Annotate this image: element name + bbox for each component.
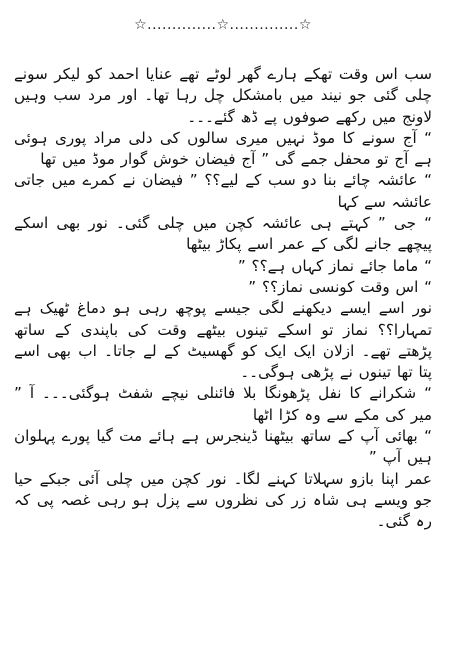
story-text [14, 64, 432, 533]
paragraph: “ جی ” کہتے ہی عائشہ کچن میں چلی گئی۔ نور بھی اسکے پیچھے جانے لگی کے عمر اسے پکاڑ بیٹھا [14, 214, 432, 254]
paragraph: “ عائشہ چائے بنا دو سب کے لیے؟؟ ” فیضان نے کمرے میں جاتی عائشہ سے کہا [14, 171, 432, 211]
paragraph: عمر اپنا بازو سہلاتا کہنے لگا۔ نور کچن میں چلی آئی جبکے حیا جو ویسے ہی شاہ زر کی نظروں سے پزل ہو رہی غصہ پی کہ رہ گئی۔ [14, 469, 432, 531]
paragraph: “ شکرانے کا نفل پڑھونگا بلا فائنلی نیچے شفٹ ہوگئی۔۔۔ آ ” میر کی مکے سے وہ کڑا اٹھا [14, 384, 432, 424]
paragraph: “ ماما جائے نماز کہاں ہے؟؟ ” [237, 256, 432, 275]
paragraph: “ آج سونے کا موڈ نہیں میری سالوں کی دلی مراد پوری ہوئی ہے آج تو محفل جمے گی ” آج فیضان خوش گوار موڈ میں تھا [14, 128, 432, 169]
paragraph: “ بھائی آپ کے ساتھ بیٹھنا ڈینجرس ہے ہائے مت گیا پورے پہلوان ہیں آپ ” [14, 427, 432, 467]
paragraph: سب اس وقت تھکے ہارے گھر لوٹے تھے عنایا احمد کو لیکر سونے چلی گئی جو نیند میں بامشکل چل رہا تھا۔ اور مرد سب وہیں لاونج میں رکھے صوفوں پے ڈھ گئے۔۔۔ [14, 65, 432, 126]
star-divider: ☆..............☆..............☆ [134, 17, 312, 33]
paragraph: نور اسے ایسے دیکھنے لگی جیسے پوچھ رہی ہو دماغ ٹھیک ہے تمہارا؟؟ نماز تو اسکے تینوں بیٹھے وقت کی باپندی کے ساتھ پڑھتے تھے۔ ازلان ایک ایک کو گھسیٹ کے لے جاتا۔ اب بھی اسے پتا تھا تینوں نے پڑھی ہوگی۔۔ [14, 299, 432, 382]
paragraph: “ اس وقت کونسی نماز؟؟ ” [248, 277, 432, 296]
